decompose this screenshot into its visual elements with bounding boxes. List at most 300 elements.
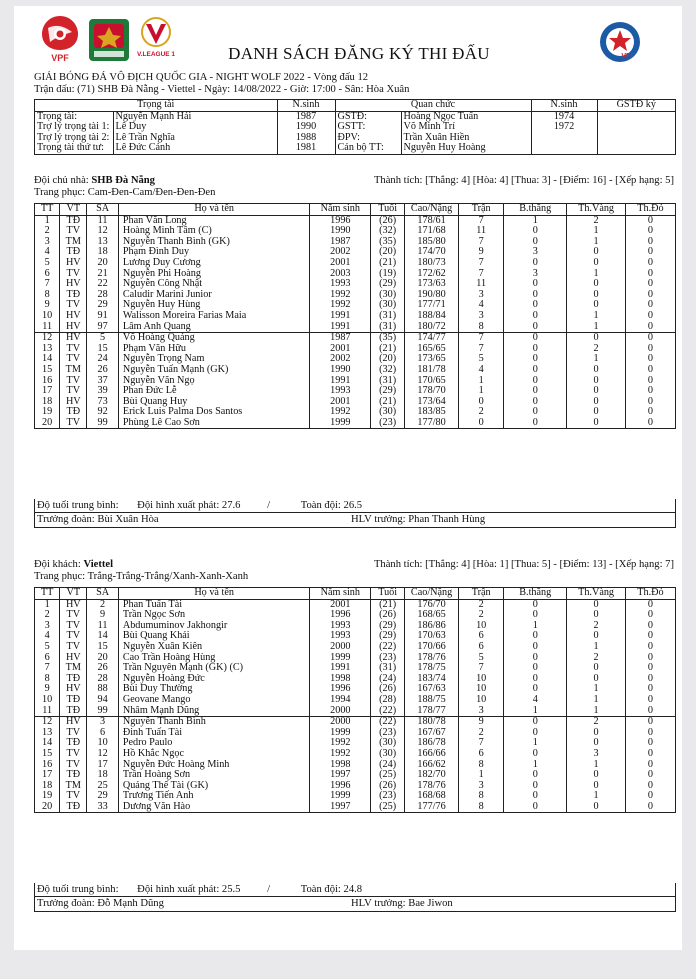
player-g: 7 <box>459 258 504 269</box>
player-age: (21) <box>371 344 405 355</box>
player-age: (32) <box>371 226 405 237</box>
player-name: Nguyễn Trọng Nam <box>118 354 310 365</box>
player-hw: 173/64 <box>405 397 459 408</box>
supervisor-signature-cell <box>597 143 675 154</box>
player-hw: 178/75 <box>405 663 459 674</box>
player-age: (35) <box>371 237 405 248</box>
player-tt: 17 <box>42 769 53 781</box>
player-age: (31) <box>371 322 405 333</box>
player-year: 1991 <box>310 311 371 322</box>
player-vt: TĐ <box>60 674 87 685</box>
home-kit: Trang phục: Cam-Đen-Cam/Đen-Đen-Đen <box>34 187 216 198</box>
player-hw: 173/63 <box>405 279 459 290</box>
player-y: 0 <box>567 386 626 397</box>
player-year: 1997 <box>310 770 371 781</box>
player-hw: 183/85 <box>405 407 459 418</box>
svg-text:VPF: VPF <box>51 53 69 63</box>
home-players-table <box>34 203 676 429</box>
player-g: 7 <box>459 663 504 674</box>
player-name: Pedro Paulo <box>118 738 310 749</box>
player-year: 1998 <box>310 760 371 771</box>
player-sa: 20 <box>87 258 119 269</box>
player-sa: 12 <box>87 226 119 237</box>
player-vt: HV <box>60 717 87 728</box>
player-b: 0 <box>504 290 567 301</box>
player-age: (32) <box>371 365 405 376</box>
player-b: 0 <box>504 642 567 653</box>
player-tt: 18 <box>42 395 53 407</box>
player-r: 0 <box>625 279 675 290</box>
col-tt: TT <box>35 204 60 215</box>
player-sa: 33 <box>87 802 119 813</box>
player-vt: TĐ <box>60 290 87 301</box>
player-sa: 99 <box>87 706 119 717</box>
player-hw: 170/63 <box>405 631 459 642</box>
home-avg-slash: / <box>267 500 271 511</box>
player-y: 2 <box>567 215 626 226</box>
player-g: 2 <box>459 599 504 610</box>
official-name2: Võ Minh Trí <box>401 122 531 133</box>
player-g: 8 <box>459 760 504 771</box>
player-tt: 15 <box>42 747 53 759</box>
player-sa: 15 <box>87 344 119 355</box>
player-y: 1 <box>567 226 626 237</box>
official-name2: Nguyễn Huy Hoàng <box>401 143 531 154</box>
player-vt: TV <box>60 749 87 760</box>
player-name: Trương Tiến Anh <box>118 791 310 802</box>
official-dob: 1988 <box>277 133 335 144</box>
player-g: 1 <box>459 386 504 397</box>
player-b: 0 <box>504 279 567 290</box>
player-year: 1999 <box>310 653 371 664</box>
player-year: 1999 <box>310 418 371 429</box>
col-games: Trận <box>459 204 504 215</box>
player-name: Đinh Tuấn Tài <box>118 728 310 739</box>
player-year: 1992 <box>310 290 371 301</box>
player-r: 0 <box>625 642 675 653</box>
player-g: 7 <box>459 333 504 344</box>
col-official: Quan chức <box>335 100 531 111</box>
player-tt: 9 <box>44 683 50 695</box>
player-year: 1992 <box>310 407 371 418</box>
player-hw: 172/62 <box>405 269 459 280</box>
player-hw: 178/76 <box>405 781 459 792</box>
player-g: 8 <box>459 802 504 813</box>
player-vt: HV <box>60 653 87 664</box>
player-hw: 178/61 <box>405 215 459 226</box>
player-y: 2 <box>567 344 626 355</box>
player-name: Phan Đức Lễ <box>118 386 310 397</box>
player-row <box>35 258 675 269</box>
player-age: (31) <box>371 311 405 322</box>
player-tt: 6 <box>44 267 50 279</box>
player-year: 1991 <box>310 376 371 387</box>
player-sa: 28 <box>87 674 119 685</box>
player-g: 10 <box>459 684 504 695</box>
player-name: Phan Tuấn Tài <box>118 599 310 610</box>
col-vt: VT <box>60 588 87 599</box>
player-tt: 9 <box>44 299 50 311</box>
player-g: 3 <box>459 290 504 301</box>
player-vt: TV <box>60 760 87 771</box>
player-sa: 14 <box>87 631 119 642</box>
player-name: Walisson Moreira Farias Maia <box>118 311 310 322</box>
player-name: Bùi Quang Khải <box>118 631 310 642</box>
player-g: 4 <box>459 300 504 311</box>
player-sa: 73 <box>87 397 119 408</box>
player-b: 0 <box>504 237 567 248</box>
player-g: 7 <box>459 344 504 355</box>
player-age: (26) <box>371 781 405 792</box>
player-name: Nguyễn Thanh Bình (GK) <box>118 237 310 248</box>
player-y: 0 <box>567 610 626 621</box>
player-tt: 14 <box>42 737 53 749</box>
col-games: Trận <box>459 588 504 599</box>
player-tt: 17 <box>42 385 53 397</box>
player-g: 8 <box>459 791 504 802</box>
away-team-name: Viettel <box>83 559 114 570</box>
player-vt: HV <box>60 397 87 408</box>
player-b: 1 <box>504 621 567 632</box>
player-b: 0 <box>504 728 567 739</box>
col-referee: Trọng tài <box>35 100 277 111</box>
col-dob2: N.sinh <box>531 100 597 111</box>
player-y: 2 <box>567 653 626 664</box>
official-role2: GSTĐ: <box>335 111 401 122</box>
player-hw: 185/80 <box>405 237 459 248</box>
player-name: Hồ Khắc Ngọc <box>118 749 310 760</box>
player-sa: 25 <box>87 781 119 792</box>
player-r: 0 <box>625 322 675 333</box>
player-y: 1 <box>567 322 626 333</box>
player-tt: 11 <box>42 320 53 332</box>
home-avg-age <box>37 500 362 511</box>
player-b: 0 <box>504 599 567 610</box>
player-y: 0 <box>567 770 626 781</box>
player-r: 0 <box>625 749 675 760</box>
player-y: 0 <box>567 333 626 344</box>
official-role: Trọng tài: <box>37 110 78 122</box>
player-sa: 2 <box>87 599 119 610</box>
player-hw: 167/63 <box>405 684 459 695</box>
player-age: (20) <box>371 247 405 258</box>
player-y: 1 <box>567 791 626 802</box>
official-role2: Cán bộ TT: <box>335 143 401 154</box>
player-tt: 1 <box>44 598 50 610</box>
player-vt: TV <box>60 376 87 387</box>
player-sa: 26 <box>87 663 119 674</box>
col-dob: N.sinh <box>277 100 335 111</box>
player-vt: TĐ <box>60 695 87 706</box>
page-title: DANH SÁCH ĐĂNG KÝ THI ĐẤU <box>228 44 490 63</box>
player-g: 1 <box>459 376 504 387</box>
player-year: 2000 <box>310 706 371 717</box>
player-age: (35) <box>371 333 405 344</box>
home-team-line <box>34 175 674 187</box>
player-g: 2 <box>459 407 504 418</box>
player-g: 8 <box>459 322 504 333</box>
player-vt: TĐ <box>60 802 87 813</box>
col-goals: B.thắng <box>504 588 567 599</box>
player-name: Phan Văn Long <box>118 215 310 226</box>
player-tt: 15 <box>42 363 53 375</box>
player-name: Nguyễn Hoàng Đức <box>118 674 310 685</box>
player-age: (30) <box>371 407 405 418</box>
player-vt: TV <box>60 354 87 365</box>
player-g: 9 <box>459 247 504 258</box>
player-name: Nguyễn Xuân Kiên <box>118 642 310 653</box>
player-y: 1 <box>567 684 626 695</box>
official-row <box>35 143 675 154</box>
player-year: 2001 <box>310 344 371 355</box>
player-sa: 18 <box>87 247 119 258</box>
player-name: Phùng Lê Cao Sơn <box>118 418 310 429</box>
home-footer <box>34 499 676 528</box>
away-avg-all: Toàn đội: 24.8 <box>300 884 363 895</box>
player-hw: 178/70 <box>405 386 459 397</box>
player-r: 0 <box>625 695 675 706</box>
player-year: 1997 <box>310 802 371 813</box>
player-row <box>35 706 675 717</box>
away-coach: HLV trưởng: Bae Jiwon <box>351 898 453 909</box>
home-label: Đội chủ nhà: <box>34 175 89 186</box>
col-red: Th.Đỏ <box>625 204 675 215</box>
player-vt: TĐ <box>60 407 87 418</box>
player-row <box>35 695 675 706</box>
player-hw: 166/66 <box>405 749 459 760</box>
player-y: 0 <box>567 781 626 792</box>
col-red: Th.Đỏ <box>625 588 675 599</box>
player-age: (23) <box>371 791 405 802</box>
officials-table <box>34 99 676 155</box>
col-hw: Cao/Nặng <box>405 588 459 599</box>
player-year: 1999 <box>310 728 371 739</box>
player-sa: 91 <box>87 311 119 322</box>
player-age: (26) <box>371 215 405 226</box>
player-tt: 2 <box>44 609 50 621</box>
player-sa: 9 <box>87 610 119 621</box>
player-tt: 7 <box>44 662 50 674</box>
player-age: (26) <box>371 684 405 695</box>
col-tt: TT <box>35 588 60 599</box>
svg-text:VFF: VFF <box>621 53 635 60</box>
player-hw: 168/68 <box>405 791 459 802</box>
player-name: Nguyễn Công Nhật <box>118 279 310 290</box>
away-avg-start: Đội hình xuất phát: 25.5 <box>137 884 241 895</box>
col-vt: VT <box>60 204 87 215</box>
player-age: (23) <box>371 653 405 664</box>
player-age: (23) <box>371 418 405 429</box>
player-sa: 5 <box>87 333 119 344</box>
player-tt: 16 <box>42 758 53 770</box>
away-players-table <box>34 587 676 813</box>
player-y: 1 <box>567 760 626 771</box>
player-sa: 24 <box>87 354 119 365</box>
player-b: 0 <box>504 333 567 344</box>
player-tt: 2 <box>44 225 50 237</box>
player-name: Quảng Thế Tài (GK) <box>118 781 310 792</box>
player-year: 1996 <box>310 610 371 621</box>
player-vt: TV <box>60 386 87 397</box>
player-y: 0 <box>567 376 626 387</box>
supervisor-signature-cell <box>597 111 675 122</box>
player-name: Lâm Anh Quang <box>118 322 310 333</box>
player-b: 0 <box>504 407 567 418</box>
player-b: 1 <box>504 215 567 226</box>
player-tt: 10 <box>42 309 53 321</box>
player-b: 0 <box>504 365 567 376</box>
col-age: Tuổi <box>371 588 405 599</box>
player-r: 0 <box>625 738 675 749</box>
player-sa: 6 <box>87 728 119 739</box>
player-b: 0 <box>504 631 567 642</box>
official-role: Trợ lý trọng tài 2: <box>37 131 110 143</box>
player-hw: 180/72 <box>405 322 459 333</box>
player-year: 1996 <box>310 781 371 792</box>
player-g: 7 <box>459 738 504 749</box>
player-g: 11 <box>459 226 504 237</box>
player-g: 2 <box>459 728 504 739</box>
player-b: 0 <box>504 386 567 397</box>
home-avg-all: Toàn đội: 26.5 <box>300 500 363 511</box>
official-dob: 1990 <box>277 122 335 133</box>
player-age: (25) <box>371 802 405 813</box>
player-tt: 19 <box>42 406 53 418</box>
player-year: 1993 <box>310 279 371 290</box>
player-b: 0 <box>504 226 567 237</box>
official-name2: Trần Xuân Hiền <box>401 133 531 144</box>
player-b: 0 <box>504 376 567 387</box>
player-name: Trần Hoàng Sơn <box>118 770 310 781</box>
player-year: 1987 <box>310 333 371 344</box>
players-header <box>35 204 675 215</box>
player-hw: 173/65 <box>405 354 459 365</box>
player-sa: 29 <box>87 791 119 802</box>
player-y: 0 <box>567 365 626 376</box>
player-age: (24) <box>371 674 405 685</box>
player-y: 0 <box>567 300 626 311</box>
player-hw: 178/77 <box>405 706 459 717</box>
player-sa: 11 <box>87 621 119 632</box>
player-y: 0 <box>567 802 626 813</box>
player-age: (28) <box>371 695 405 706</box>
player-vt: TV <box>60 610 87 621</box>
player-tt: 20 <box>42 800 53 812</box>
player-age: (19) <box>371 269 405 280</box>
player-y: 0 <box>567 663 626 674</box>
player-year: 1990 <box>310 226 371 237</box>
player-row <box>35 322 675 333</box>
player-b: 0 <box>504 653 567 664</box>
player-sa: 10 <box>87 738 119 749</box>
player-sa: 37 <box>87 376 119 387</box>
night-wolf-league-logo <box>88 18 130 62</box>
away-manager: Trưởng đoàn: Đỗ Mạnh Dũng <box>37 898 164 909</box>
player-r: 0 <box>625 397 675 408</box>
player-year: 1991 <box>310 663 371 674</box>
player-name: Nguyễn Huy Hùng <box>118 300 310 311</box>
player-sa: 99 <box>87 418 119 429</box>
player-r: 0 <box>625 269 675 280</box>
official-name2: Hoàng Ngọc Tuấn <box>401 111 531 122</box>
player-year: 2000 <box>310 717 371 728</box>
player-tt: 3 <box>44 235 50 247</box>
player-vt: TV <box>60 791 87 802</box>
player-b: 1 <box>504 760 567 771</box>
player-hw: 182/70 <box>405 770 459 781</box>
player-sa: 17 <box>87 760 119 771</box>
player-name: Phạm Văn Hữu <box>118 344 310 355</box>
player-hw: 176/70 <box>405 599 459 610</box>
player-tt: 4 <box>44 246 50 258</box>
player-r: 0 <box>625 226 675 237</box>
player-b: 0 <box>504 663 567 674</box>
player-year: 1987 <box>310 237 371 248</box>
player-row <box>35 749 675 760</box>
player-r: 0 <box>625 386 675 397</box>
player-tt: 13 <box>42 342 53 354</box>
player-tt: 20 <box>42 416 53 428</box>
player-y: 0 <box>567 397 626 408</box>
player-hw: 188/75 <box>405 695 459 706</box>
official-name: Lê Trần Nghĩa <box>113 133 277 144</box>
player-year: 1992 <box>310 749 371 760</box>
supervisor-signature-cell <box>597 122 675 133</box>
player-r: 0 <box>625 791 675 802</box>
player-year: 2000 <box>310 642 371 653</box>
player-year: 2001 <box>310 599 371 610</box>
player-b: 0 <box>504 418 567 429</box>
home-manager: Trưởng đoàn: Bùi Xuân Hòa <box>37 514 159 525</box>
official-name: Lê Duy <box>113 122 277 133</box>
player-g: 11 <box>459 279 504 290</box>
player-name: Nguyễn Đức Hoàng Minh <box>118 760 310 771</box>
player-r: 0 <box>625 237 675 248</box>
player-hw: 188/84 <box>405 311 459 322</box>
player-g: 1 <box>459 770 504 781</box>
player-sa: 39 <box>87 386 119 397</box>
col-year: Năm sinh <box>310 588 371 599</box>
player-sa: 29 <box>87 300 119 311</box>
player-r: 0 <box>625 717 675 728</box>
player-vt: TV <box>60 226 87 237</box>
player-hw: 165/65 <box>405 344 459 355</box>
player-tt: 18 <box>42 779 53 791</box>
player-tt: 3 <box>44 619 50 631</box>
player-tt: 19 <box>42 790 53 802</box>
player-age: (26) <box>371 610 405 621</box>
player-tt: 11 <box>42 704 53 716</box>
player-y: 0 <box>567 407 626 418</box>
player-tt: 5 <box>44 640 50 652</box>
player-age: (30) <box>371 738 405 749</box>
player-hw: 171/68 <box>405 226 459 237</box>
col-year: Năm sinh <box>310 204 371 215</box>
player-tt: 14 <box>42 353 53 365</box>
official-dob2: 1972 <box>531 122 597 133</box>
home-record: Thành tích: [Thắng: 4] [Hòa: 4] [Thua: 3] - [Điểm: 16] - [Xếp hạng: 5] <box>373 175 674 186</box>
player-r: 0 <box>625 365 675 376</box>
header <box>14 6 682 68</box>
player-b: 0 <box>504 770 567 781</box>
player-r: 0 <box>625 802 675 813</box>
col-name: Họ và tên <box>118 588 310 599</box>
player-hw: 170/65 <box>405 376 459 387</box>
player-b: 0 <box>504 258 567 269</box>
player-year: 1996 <box>310 215 371 226</box>
player-y: 0 <box>567 631 626 642</box>
player-b: 3 <box>504 247 567 258</box>
